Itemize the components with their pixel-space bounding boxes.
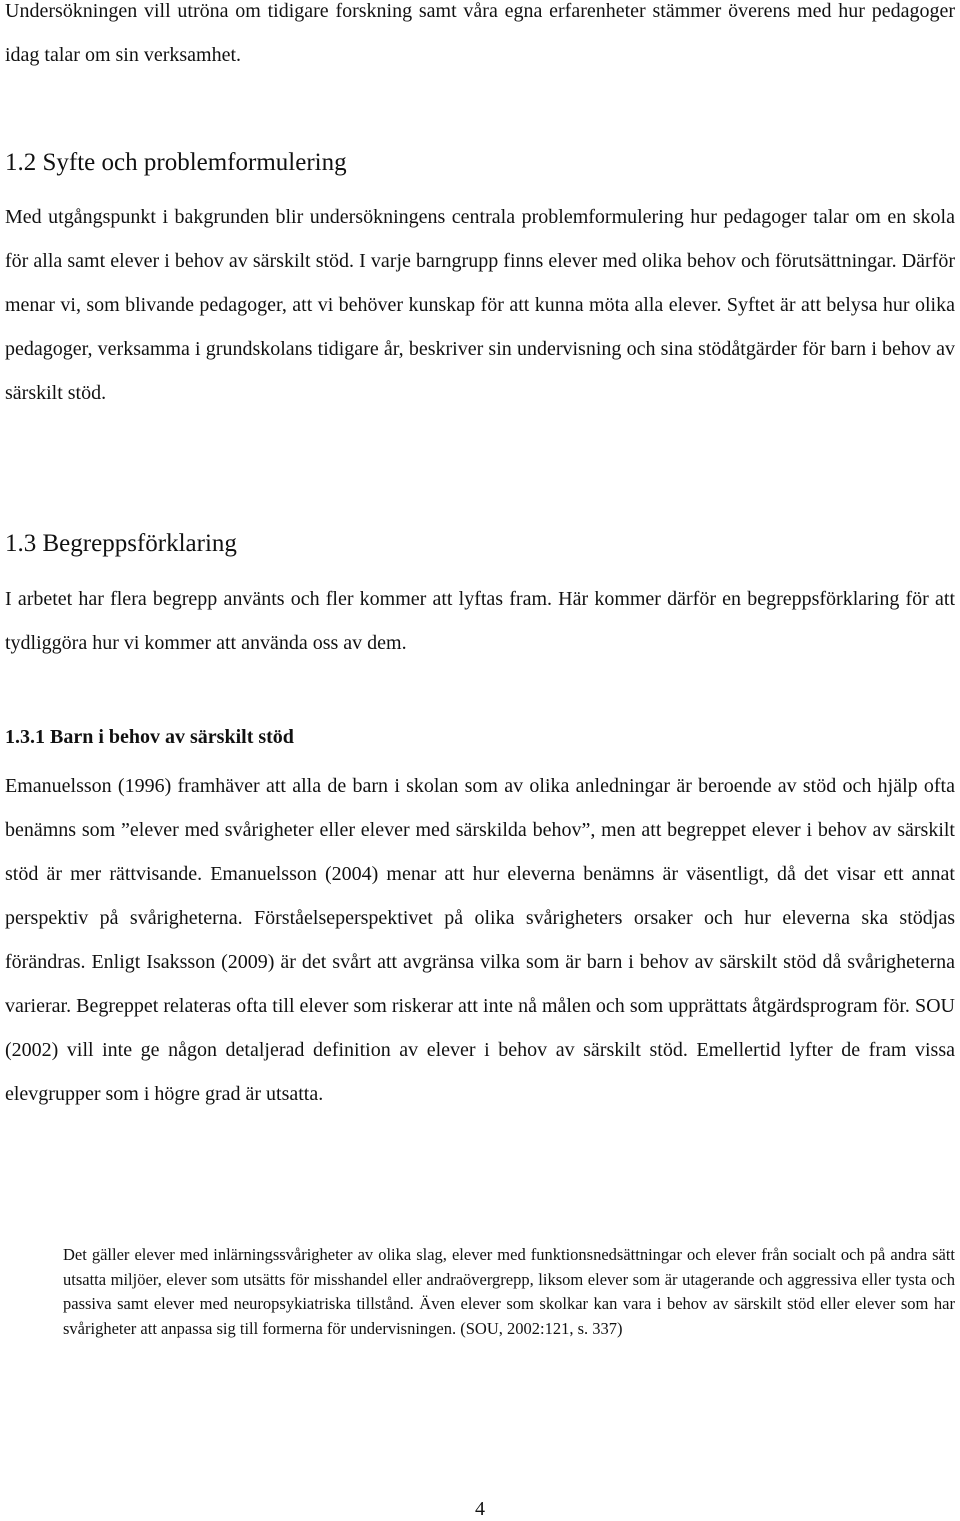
section-heading-begrepp: 1.3 Begreppsförklaring bbox=[5, 530, 237, 557]
section-syfte bbox=[5, 144, 955, 182]
section-syfte-body bbox=[5, 195, 955, 415]
intro-block bbox=[5, 0, 955, 77]
paragraph-syfte: Med utgångspunkt i bakgrunden blir undersökningens centrala problemformulering hur pedagoger talar om en skola för alla samt elever i behov av särskilt stöd. I varje barngrupp finns elever med olika behov och förutsättningar. Därför menar vi, som blivande pedagoger, att vi behöver kunskap för att kunna möta alla elever. Syftet är att belysa hur olika pedagoger, verksamma i grundskolans tidigare år, beskriver sin undervisning och sina stödåtgärder för barn i behov av särskilt stöd. bbox=[5, 206, 955, 404]
section-begrepp-body bbox=[5, 577, 955, 665]
section-heading-syfte: 1.2 Syfte och problemformulering bbox=[5, 149, 347, 176]
page-number: 4 bbox=[475, 1498, 485, 1520]
subsection-barn-i-behov bbox=[5, 722, 955, 752]
intro-paragraph: Undersökningen vill utröna om tidigare forskning samt våra egna erfarenheter stämmer överens med hur pedagoger idag talar om sin verksamhet. bbox=[5, 0, 955, 66]
subsection-barn-i-behov-body bbox=[5, 764, 955, 1116]
document-page bbox=[5, 0, 955, 1521]
subsection-heading-barn-i-behov: 1.3.1 Barn i behov av särskilt stöd bbox=[5, 726, 294, 748]
section-begrepp bbox=[5, 525, 955, 563]
paragraph-begrepp: I arbetet har flera begrepp använts och fler kommer att lyftas fram. Här kommer därför en begreppsförklaring för att tydliggöra hur vi kommer att använda oss av dem. bbox=[5, 588, 955, 654]
paragraph-barn-i-behov: Emanuelsson (1996) framhäver att alla de barn i skolan som av olika anledningar är beroende av stöd och hjälp ofta benämns som ”elever med svårigheter eller elever med särskilda behov”, men att begreppet elever i behov av särskilt stöd är mer rättvisande. Emanuelsson (2004) menar att hur eleverna benämns är väsentligt, då det visar ett annat perspektiv på svårigheterna. Förståelseperspektivet på olika svårigheters orsaker och hur eleverna ska stödjas förändras. Enligt Isaksson (2009) är det svårt att avgränsa vilka som är barn i behov av särskilt stöd då svårigheterna varierar. Begreppet relateras ofta till elever som riskerar att inte nå målen och som upprättats åtgärdsprogram för. SOU (2002) vill inte ge någon detaljerad definition av elever i behov av särskilt stöd. Emellertid lyfter de fram vissa elevgrupper som i högre grad är utsatta. bbox=[5, 775, 955, 1105]
block-quote-sou: Det gäller elever med inlärningssvårigheter av olika slag, elever med funktionsnedsättningar och elever från socialt och på andra sätt utsatta miljöer, elever som utsätts för misshandel eller andraövergrepp, liksom elever som är utagerande och aggressiva eller tysta och passiva samt elever med neuropsykiatriska tillstånd. Även elever som skolkar kan vara i behov av särskilt stöd eller elever som har svårigheter att anpassa sig till formerna för undervisningen. (SOU, 2002:121, s. 337) bbox=[63, 1245, 955, 1338]
